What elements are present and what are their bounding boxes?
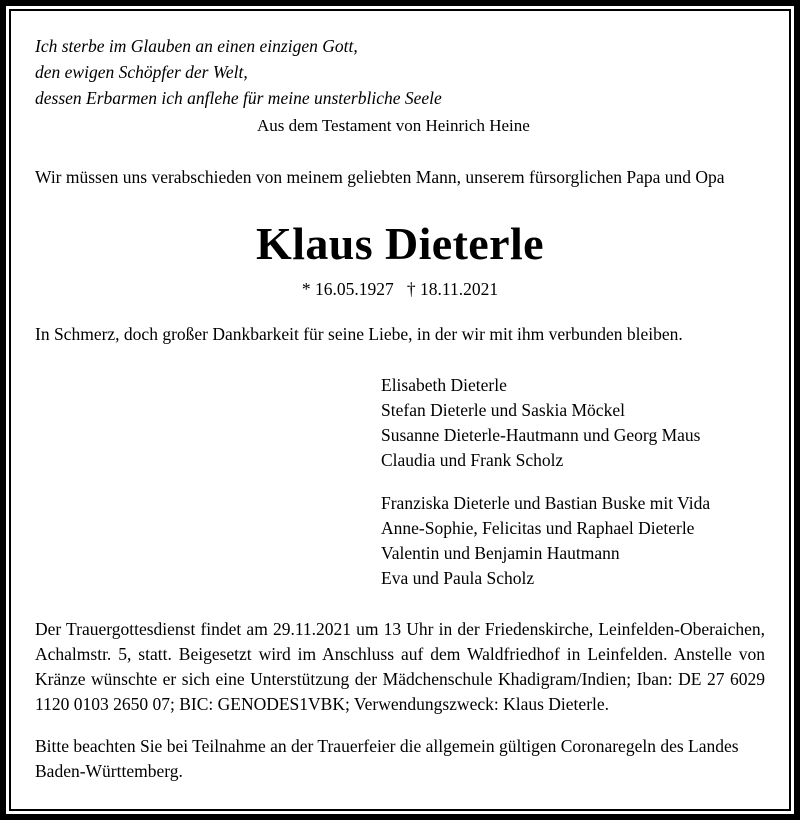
obituary-card xyxy=(9,9,791,811)
epitaph-quote xyxy=(35,33,765,111)
survivor-line: Elisabeth Dieterle xyxy=(381,375,507,395)
survivors-list xyxy=(381,373,765,591)
deceased-name: Klaus Dieterle xyxy=(256,218,544,269)
intro-text: Wir müssen uns verabschieden von meinem geliebten Mann, unserem fürsorglichen Papa und Opa xyxy=(35,167,725,187)
survivor-line: Eva und Paula Scholz xyxy=(381,568,535,588)
survivor-line: Anne-Sophie, Felicitas und Raphael Dieterle xyxy=(381,518,695,538)
name-block xyxy=(35,216,765,302)
gratitude-text: In Schmerz, doch großer Dankbarkeit für seine Liebe, in der wir mit ihm verbunden bleiben. xyxy=(35,324,683,344)
survivor-line: Valentin und Benjamin Hautmann xyxy=(381,543,620,563)
quote-attribution: Aus dem Testament von Heinrich Heine xyxy=(257,116,530,135)
service-details: Der Trauergottesdienst findet am 29.11.2021 um 13 Uhr in der Friedenskirche, Leinfelden-Oberaichen, Achalmstr. 5, statt. Beigesetzt wird im Anschluss auf dem Waldfriedhof in Leinfelden. Anstelle von Kränze wünschte er sich eine Unterstützung der Mädchenschule Khadigram/Indien; Iban: DE 27 6029 1120 0103 2650 07; BIC: GENODES1VBK; Verwendungszweck: Klaus Dieterle. xyxy=(35,619,765,714)
survivor-line: Franziska Dieterle und Bastian Buske mit Vida xyxy=(381,493,711,513)
life-dates: * 16.05.1927 † 18.11.2021 xyxy=(301,279,499,299)
quote-line-3: dessen Erbarmen ich anflehe für meine unsterbliche Seele xyxy=(35,88,442,108)
survivor-line: Susanne Dieterle-Hautmann und Georg Maus xyxy=(381,425,701,445)
survivor-line: Stefan Dieterle und Saskia Möckel xyxy=(381,400,625,420)
quote-line-1: Ich sterbe im Glauben an einen einzigen Gott, xyxy=(35,36,358,56)
survivor-group-children xyxy=(381,373,765,473)
survivor-line: Claudia und Frank Scholz xyxy=(381,450,564,470)
survivor-group-grandchildren xyxy=(381,491,765,591)
corona-notice: Bitte beachten Sie bei Teilnahme an der Trauerfeier die allgemein gültigen Coronaregeln des Landes Baden-Württemberg. xyxy=(35,736,739,781)
quote-line-2: den ewigen Schöpfer der Welt, xyxy=(35,62,248,82)
